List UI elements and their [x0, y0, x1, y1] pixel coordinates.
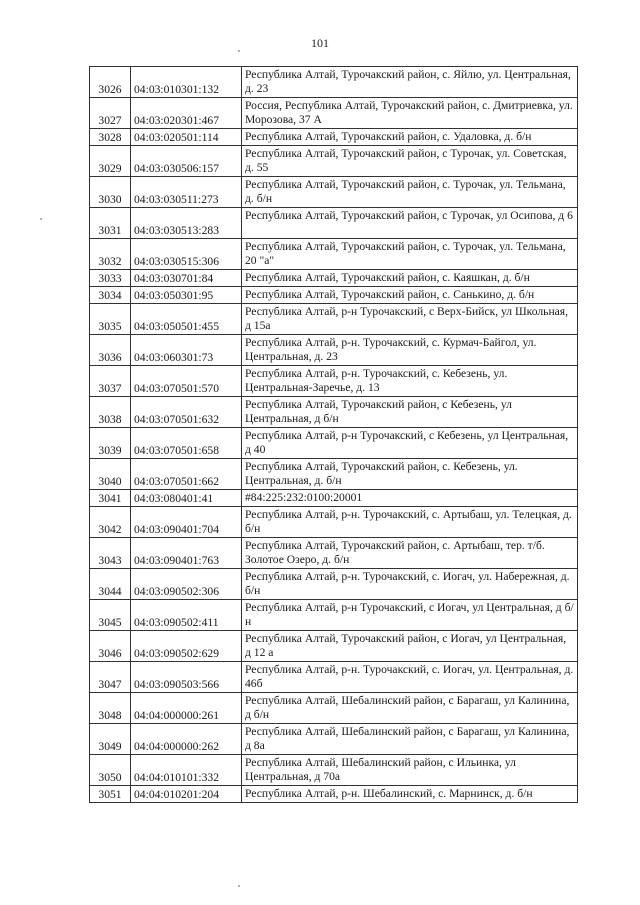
cadastral-number-cell: 04:03:090401:763 — [131, 538, 242, 569]
table-row — [90, 67, 578, 98]
cadastral-number-cell: 04:03:090502:629 — [131, 631, 242, 662]
row-number-cell: 3035 — [90, 304, 131, 335]
row-number-cell: 3050 — [90, 755, 131, 786]
table-row — [90, 397, 578, 428]
cadastral-number-cell: 04:03:070501:658 — [131, 428, 242, 459]
table-row — [90, 366, 578, 397]
table-row — [90, 270, 578, 287]
cadastral-number-cell: 04:03:080401:41 — [131, 490, 242, 507]
table-row — [90, 755, 578, 786]
cadastral-number-cell: 04:03:020301:467 — [131, 98, 242, 129]
cadastral-number-cell: 04:03:030511:273 — [131, 177, 242, 208]
row-number-cell: 3038 — [90, 397, 131, 428]
address-cell: Республика Алтай, Турочакский район, с. Турочак, ул. Тельмана, 20 "а" — [242, 239, 578, 270]
table-row — [90, 129, 578, 146]
row-number-cell: 3051 — [90, 786, 131, 803]
row-number-cell: 3029 — [90, 146, 131, 177]
address-cell: Республика Алтай, р-н. Турочакский, с. Артыбаш, ул. Телецкая, д. б/н — [242, 507, 578, 538]
cadastral-number-cell: 04:04:010201:204 — [131, 786, 242, 803]
address-cell: Республика Алтай, Турочакский район, с. Яйлю, ул. Центральная, д. 23 — [242, 67, 578, 98]
address-cell: Республика Алтай, р-н Турочакский, с Кебезень, ул Центральная, д 40 — [242, 428, 578, 459]
cadastral-number-cell: 04:03:090502:306 — [131, 569, 242, 600]
cadastral-number-cell: 04:04:010101:332 — [131, 755, 242, 786]
row-number-cell: 3040 — [90, 459, 131, 490]
table-row — [90, 146, 578, 177]
address-cell: #84:225:232:0100:20001 — [242, 490, 578, 507]
scan-speck — [238, 885, 240, 887]
row-number-cell: 3039 — [90, 428, 131, 459]
row-number-cell: 3043 — [90, 538, 131, 569]
table-row — [90, 631, 578, 662]
address-cell: Республика Алтай, Турочакский район, с. Турочак, ул. Тельмана, д. б/н — [242, 177, 578, 208]
row-number-cell: 3030 — [90, 177, 131, 208]
address-cell: Республика Алтай, Шебалинский район, с Барагаш, ул Калинина, д б/н — [242, 693, 578, 724]
cadastral-number-cell: 04:04:000000:261 — [131, 693, 242, 724]
address-cell: Республика Алтай, р-н Турочакский, с Иогач, ул Центральная, д б/н — [242, 600, 578, 631]
address-cell: Республика Алтай, р-н Турочакский, с Верх-Бийск, ул Школьная, д 15а — [242, 304, 578, 335]
cadastral-number-cell: 04:03:090503:566 — [131, 662, 242, 693]
address-cell: Республика Алтай, Турочакский район, с. Удаловка, д. б/н — [242, 129, 578, 146]
row-number-cell: 3026 — [90, 67, 131, 98]
cadastral-number-cell: 04:03:020501:114 — [131, 129, 242, 146]
row-number-cell: 3031 — [90, 208, 131, 239]
table-row — [90, 724, 578, 755]
table-row — [90, 490, 578, 507]
row-number-cell: 3036 — [90, 335, 131, 366]
cadastral-number-cell: 04:03:050501:455 — [131, 304, 242, 335]
cadastral-number-cell: 04:03:060301:73 — [131, 335, 242, 366]
table-row — [90, 507, 578, 538]
address-cell: Республика Алтай, Турочакский район, с. Санькино, д. б/н — [242, 287, 578, 304]
cadastral-number-cell: 04:03:070501:632 — [131, 397, 242, 428]
table-row — [90, 304, 578, 335]
table-row — [90, 428, 578, 459]
table-row — [90, 600, 578, 631]
row-number-cell: 3044 — [90, 569, 131, 600]
table-row — [90, 208, 578, 239]
table-row — [90, 287, 578, 304]
address-cell: Россия, Республика Алтай, Турочакский район, с. Дмитриевка, ул. Морозова, 37 А — [242, 98, 578, 129]
row-number-cell: 3032 — [90, 239, 131, 270]
table-row — [90, 662, 578, 693]
address-cell: Республика Алтай, Шебалинский район, с Барагаш, ул Калинина, д 8а — [242, 724, 578, 755]
address-cell: Республика Алтай, р-н. Турочакский, с. Иогач, ул. Набережная, д. б/н — [242, 569, 578, 600]
address-cell: Республика Алтай, Турочакский район, с. Каяшкан, д. б/н — [242, 270, 578, 287]
row-number-cell: 3033 — [90, 270, 131, 287]
row-number-cell: 3041 — [90, 490, 131, 507]
scan-speck — [238, 50, 240, 52]
table-row — [90, 538, 578, 569]
table-row — [90, 569, 578, 600]
address-cell: Республика Алтай, Турочакский район, с Кебезень, ул Центральная, д б/н — [242, 397, 578, 428]
row-number-cell: 3048 — [90, 693, 131, 724]
scan-speck — [40, 218, 42, 220]
address-cell: Республика Алтай, р-н. Турочакский, с. Курмач-Байгол, ул. Центральная, д. 23 — [242, 335, 578, 366]
row-number-cell: 3049 — [90, 724, 131, 755]
table-row — [90, 459, 578, 490]
table-row — [90, 98, 578, 129]
cadastral-number-cell: 04:03:030701:84 — [131, 270, 242, 287]
table-body — [90, 67, 578, 803]
cadastral-number-cell: 04:03:030506:157 — [131, 146, 242, 177]
address-cell: Республика Алтай, Турочакский район, с Турочак, ул Осипова, д 6 — [242, 208, 578, 239]
address-cell: Республика Алтай, Турочакский район, с Турочак, ул. Советская, д. 55 — [242, 146, 578, 177]
row-number-cell: 3037 — [90, 366, 131, 397]
row-number-cell: 3047 — [90, 662, 131, 693]
address-cell: Республика Алтай, Шебалинский район, с Ильинка, ул Центральная, д 70а — [242, 755, 578, 786]
address-cell: Республика Алтай, р-н. Турочакский, с. Иогач, ул. Центральная, д. 46б — [242, 662, 578, 693]
row-number-cell: 3042 — [90, 507, 131, 538]
row-number-cell: 3046 — [90, 631, 131, 662]
cadastral-number-cell: 04:03:090502:411 — [131, 600, 242, 631]
cadastral-number-cell: 04:03:010301:132 — [131, 67, 242, 98]
address-cell: Республика Алтай, Турочакский район, с Иогач, ул Центральная, д 12 а — [242, 631, 578, 662]
row-number-cell: 3045 — [90, 600, 131, 631]
cadastral-number-cell: 04:03:090401:704 — [131, 507, 242, 538]
address-cell: Республика Алтай, Турочакский район, с. Артыбаш, тер. т/б. Золотое Озеро, д. б/н — [242, 538, 578, 569]
table-row — [90, 335, 578, 366]
address-cell: Республика Алтай, р-н. Турочакский, с. Кебезень, ул. Центральная-Заречье, д. 13 — [242, 366, 578, 397]
cadastral-number-cell: 04:03:070501:662 — [131, 459, 242, 490]
cadastral-number-cell: 04:04:000000:262 — [131, 724, 242, 755]
table-row — [90, 693, 578, 724]
row-number-cell: 3034 — [90, 287, 131, 304]
table-row — [90, 239, 578, 270]
row-number-cell: 3028 — [90, 129, 131, 146]
row-number-cell: 3027 — [90, 98, 131, 129]
address-cell: Республика Алтай, р-н. Шебалинский, с. Марнинск, д. б/н — [242, 786, 578, 803]
cadastral-number-cell: 04:03:030515:306 — [131, 239, 242, 270]
table-row — [90, 177, 578, 208]
cadastral-number-cell: 04:03:050301:95 — [131, 287, 242, 304]
cadastral-number-cell: 04:03:070501:570 — [131, 366, 242, 397]
cadastral-number-cell: 04:03:030513:283 — [131, 208, 242, 239]
page-number: 101 — [311, 36, 329, 50]
table-row — [90, 786, 578, 803]
registry-table — [89, 66, 578, 803]
address-cell: Республика Алтай, Турочакский район, с. Кебезень, ул. Центральная, д. б/н — [242, 459, 578, 490]
